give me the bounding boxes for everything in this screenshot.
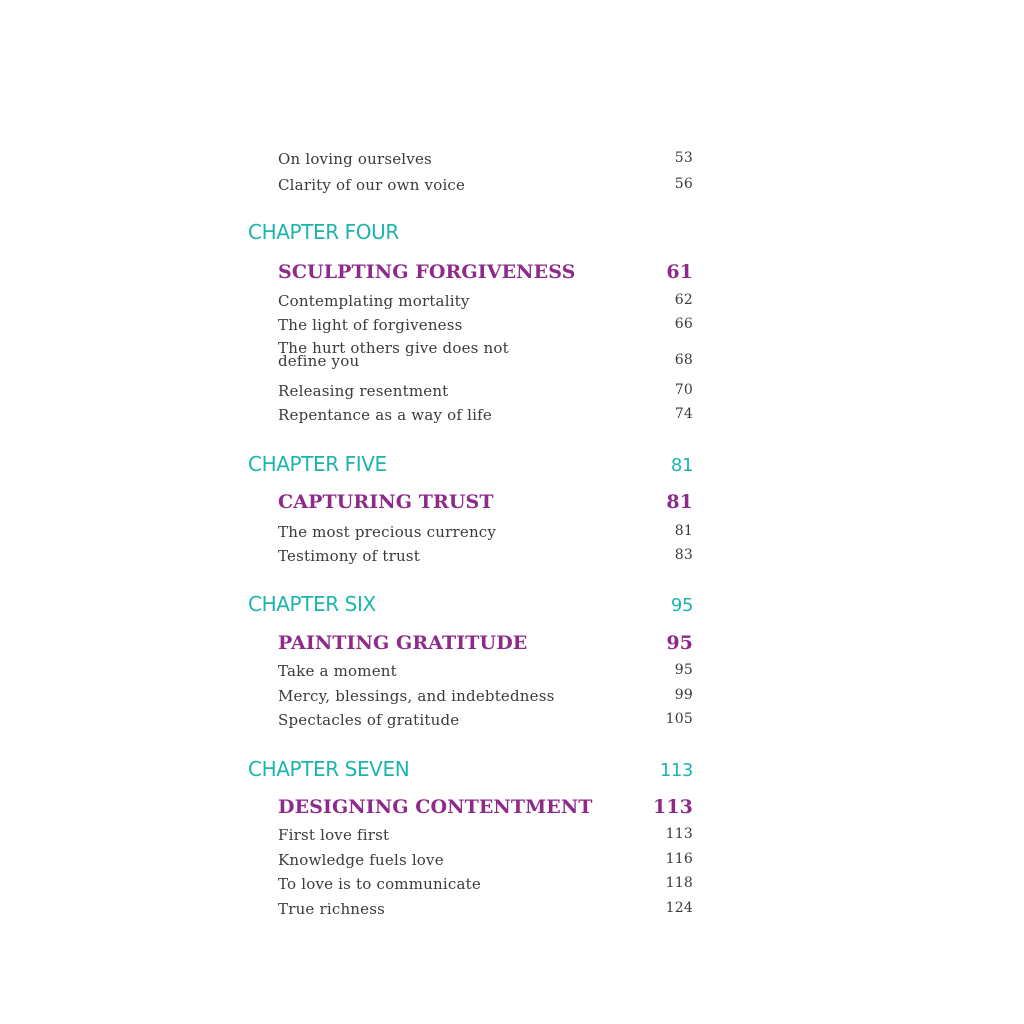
toc-entry: [278, 711, 693, 727]
toc-entry: [278, 339, 693, 370]
toc-entry-title: Repentance as a way of life: [278, 406, 492, 424]
chapter-label: CHAPTER FOUR: [248, 220, 399, 244]
toc-entry-title: Spectacles of gratitude: [278, 711, 460, 729]
section-page: 113: [653, 796, 693, 818]
section-title: CAPTURING TRUST: [278, 491, 494, 513]
section-title: PAINTING GRATITUDE: [278, 632, 528, 654]
toc-entry: [278, 292, 693, 308]
toc-entry-title: Take a moment: [278, 662, 397, 680]
chapter-page: 113: [659, 760, 693, 781]
chapter-heading-four: [248, 220, 693, 244]
toc-entry-title: First love first: [278, 826, 390, 844]
section-heading: [278, 261, 693, 283]
toc-entry-page: 83: [674, 547, 693, 563]
toc-entry-title: To love is to communicate: [278, 875, 481, 893]
section-heading: [278, 632, 693, 654]
toc-entry: [278, 523, 693, 539]
toc-entry: [278, 316, 693, 332]
section-heading: [278, 796, 693, 818]
toc-entry-title: True richness: [278, 900, 386, 918]
toc-entry-title: Knowledge fuels love: [278, 851, 444, 869]
toc-entry: [278, 176, 693, 192]
toc-entry-page: 74: [674, 406, 693, 422]
toc-entry: [278, 826, 693, 842]
toc-entry: [278, 687, 693, 703]
toc-entry-title: Clarity of our own voice: [278, 176, 466, 194]
section-heading: [278, 491, 693, 513]
section-page: 81: [666, 491, 693, 513]
toc-entry: [278, 382, 693, 398]
toc-entry-title: On loving ourselves: [278, 150, 432, 168]
toc-entry: [278, 851, 693, 867]
chapter-label: CHAPTER FIVE: [248, 452, 387, 476]
toc-entry-title: Testimony of trust: [278, 547, 420, 565]
chapter-heading-six: [248, 592, 693, 616]
toc-entry-page: 116: [665, 851, 693, 867]
toc-entry: [278, 150, 693, 166]
toc-entry: [278, 875, 693, 891]
toc-entry-page: 70: [674, 382, 693, 398]
toc-entry-page: 81: [674, 523, 693, 539]
chapter-page: 81: [670, 455, 693, 476]
toc-entry: [278, 406, 693, 422]
toc-entry-page: 66: [674, 316, 693, 332]
chapter-page: 95: [670, 595, 693, 616]
toc-entry-title: Mercy, blessings, and indebtedness: [278, 687, 555, 705]
toc-entry-title: The most precious currency: [278, 523, 497, 541]
toc-entry: [278, 547, 693, 563]
toc-entry-title: Contemplating mortality: [278, 292, 470, 310]
section-title: SCULPTING FORGIVENESS: [278, 261, 576, 283]
toc-entry: [278, 662, 693, 678]
chapter-heading-five: [248, 452, 693, 476]
section-title: DESIGNING CONTENTMENT: [278, 796, 593, 818]
toc-entry-page: 124: [665, 900, 693, 916]
toc-entry-title: The hurt others give does not define you: [278, 339, 509, 370]
chapter-heading-seven: [248, 757, 693, 781]
toc-entry-page: 62: [674, 292, 693, 308]
toc-entry-page: 99: [674, 687, 693, 703]
toc-entry-page: 95: [674, 662, 693, 678]
toc-entry-page: 113: [665, 826, 693, 842]
toc-entry-page: 105: [665, 711, 693, 727]
toc-entry-title: Releasing resentment: [278, 382, 449, 400]
section-page: 61: [666, 261, 693, 283]
chapter-label: CHAPTER SIX: [248, 592, 376, 616]
toc-entry-page: 53: [674, 150, 693, 166]
toc-entry: [278, 900, 693, 916]
section-page: 95: [666, 632, 693, 654]
toc-entry-page: 118: [665, 875, 693, 891]
toc-entry-page: 56: [674, 176, 693, 192]
toc-entry-page: 68: [674, 352, 693, 368]
chapter-label: CHAPTER SEVEN: [248, 757, 410, 781]
toc-entry-title: The light of forgiveness: [278, 316, 463, 334]
